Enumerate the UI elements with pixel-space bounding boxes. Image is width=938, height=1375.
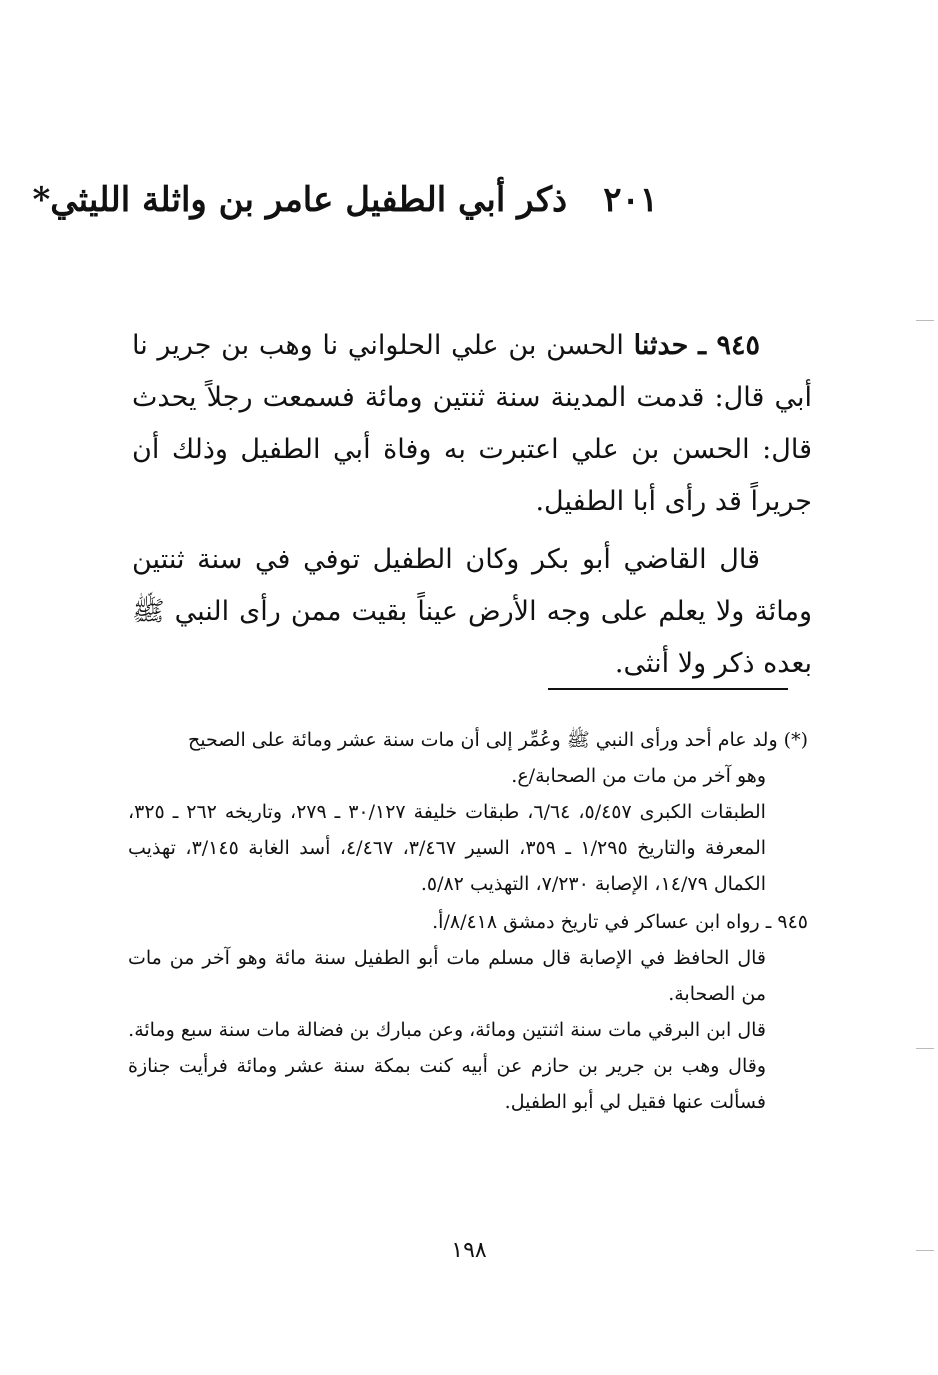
page-number: ١٩٨ <box>451 1238 487 1263</box>
scan-edge-mark <box>916 1250 934 1251</box>
footnotes <box>128 722 808 1122</box>
footnote-945 <box>128 904 808 1120</box>
scan-edge-mark <box>916 320 934 321</box>
hadith-keyword: حدثنا <box>633 330 689 361</box>
footnote-separator <box>548 688 788 690</box>
hadith-text: الحسن بن علي الحلواني نا وهب بن جرير نا أبي قال: قدمت المدينة سنة ثنتين ومائة فسمعت رجلاً يحدث قال: الحسن بن علي اعتبرت به وفاة أبي الطفيل وذلك أن جريراً قد رأى أبا الطفيل. <box>132 330 812 517</box>
main-text <box>132 320 812 696</box>
chapter-title: ذكر أبي الطفيل عامر بن واثلة الليثي* <box>32 180 568 220</box>
qadi-comment-text: قال القاضي أبو بكر وكان الطفيل توفي في سنة ثنتين ومائة ولا يعلم على وجه الأرض عيناً بقيت ممن رأى النبي ﷺ بعده ذكر ولا أنثى. <box>132 544 812 679</box>
footnote-star-references: الطبقات الكبرى ٥/٤٥٧، ٦/٦٤، طبقات خليفة ٣٠/١٢٧ ـ ٢٧٩، وتاريخه ٢٦٢ ـ ٣٢٥، المعرفة والتاريخ ١/٢٩٥ ـ ٣٥٩، السير ٣/٤٦٧، ٤/٤٦٧، أسد الغابة ٣/١٤٥، تهذيب الكمال ١٤/٧٩، الإصابة ٧/٢٣٠، التهذيب ٥/٨٢. <box>128 801 767 895</box>
footnote-945-wahb: وقال وهب بن جرير بن حازم عن أبيه كنت بمكة سنة عشر ومائة فرأيت جنازة فسألت عنها فقيل لي أبو الطفيل. <box>128 1055 766 1113</box>
chapter-heading <box>32 170 658 230</box>
paragraph-hadith-945 <box>132 320 812 528</box>
footnote-945-hafiz: قال الحافظ في الإصابة قال مسلم مات أبو الطفيل سنة مائة وهو آخر من مات من الصحابة. <box>128 947 766 1005</box>
scan-edge-mark <box>916 1048 934 1049</box>
chapter-number: ٢٠١ <box>603 180 658 220</box>
footnote-945-source: ٩٤٥ ـ رواه ابن عساكر في تاريخ دمشق ٨/٤١٨/أ. <box>432 911 808 933</box>
footnote-star <box>128 722 808 902</box>
paragraph-qadi-comment <box>132 534 812 690</box>
footnote-945-barqi: قال ابن البرقي مات سنة اثنتين ومائة، وعن مبارك بن فضالة مات سنة سبع ومائة. <box>128 1019 766 1041</box>
hadith-number: ٩٤٥ ـ <box>698 330 761 361</box>
footnote-star-line1: (*) ولد عام أحد ورأى النبي ﷺ وعُمِّر إلى أن مات سنة عشر ومائة على الصحيح <box>187 729 808 751</box>
footnote-star-line2: وهو آخر من مات من الصحابة/ع. <box>511 765 766 787</box>
